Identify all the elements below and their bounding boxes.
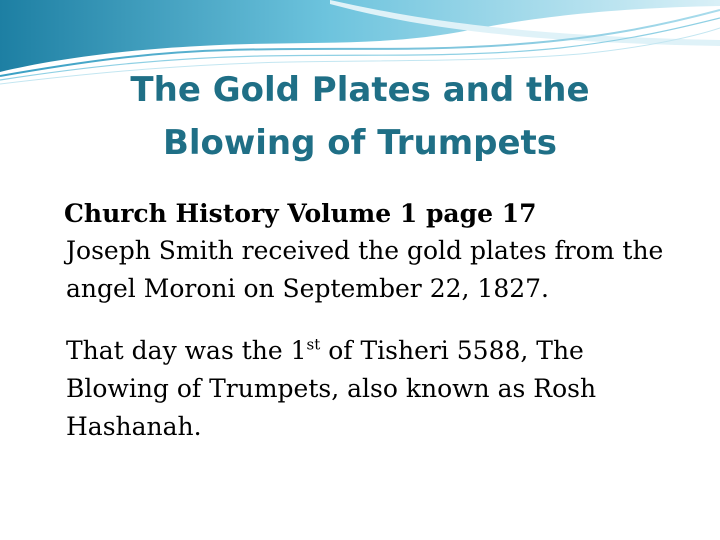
paragraph-tisheri-start: That day was the 1 bbox=[66, 336, 307, 365]
ordinal-superscript: st bbox=[306, 335, 321, 354]
slide-title-line-1: The Gold Plates and the bbox=[130, 70, 590, 110]
paragraph-tisheri-end: of Tisheri 5588, The Blowing of Trumpets, also known as Rosh Hashanah. bbox=[66, 336, 597, 441]
slide-title bbox=[60, 64, 660, 170]
slide-body bbox=[64, 196, 674, 446]
paragraph-gold-plates: Joseph Smith received the gold plates from the angel Moroni on September 22, 1827. bbox=[66, 236, 664, 303]
source-heading: Church History Volume 1 page 17 bbox=[64, 199, 537, 228]
slide-title-line-2: Blowing of Trumpets bbox=[162, 123, 558, 163]
paragraph-tisheri bbox=[64, 332, 674, 446]
